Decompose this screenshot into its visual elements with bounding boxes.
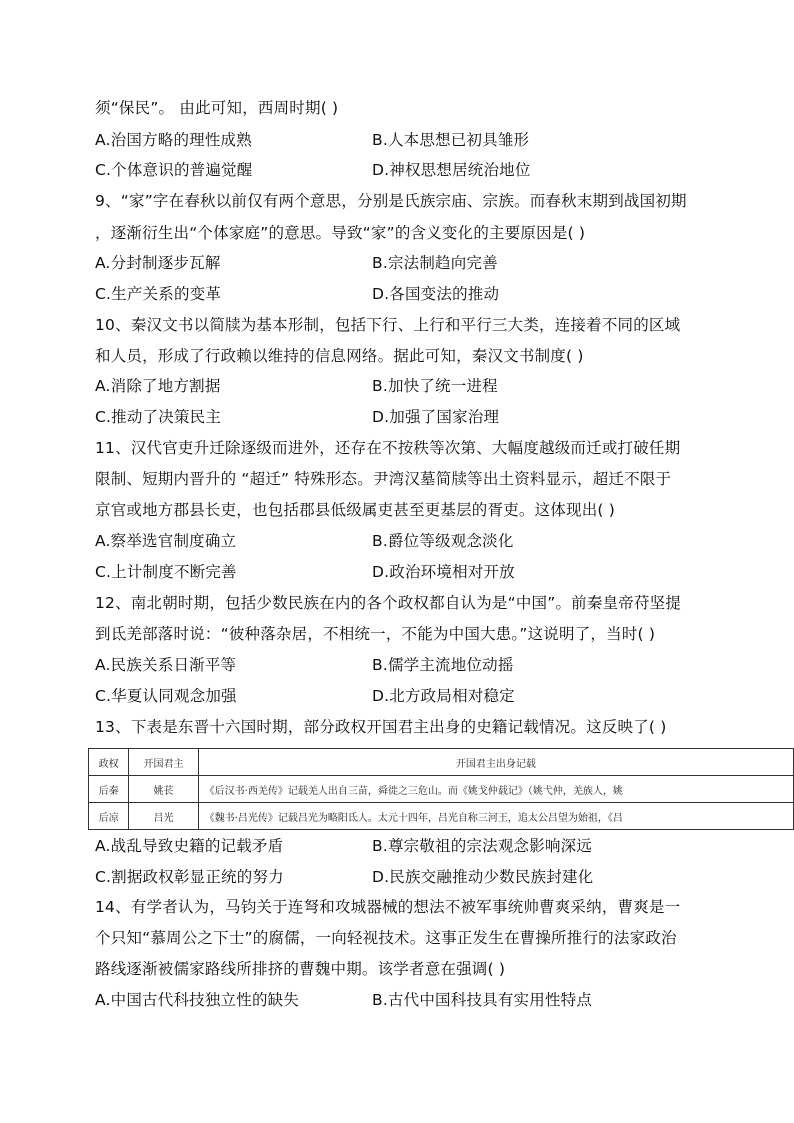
table-header-cell: 政权	[89, 749, 129, 776]
q10-option-a: A.消除了地方割据	[95, 377, 221, 395]
q13-option-c: C.割据政权彰显正统的努力	[95, 868, 284, 886]
history-table	[88, 748, 794, 830]
question-10-line-2: 和人员，形成了行政赖以维持的信息网络。据此可知，秦汉文书制度( )	[95, 347, 584, 365]
question-14-line-3: 路线逐渐被儒家路线所排挤的曹魏中期。该学者意在强调( )	[95, 960, 506, 978]
q14-option-a: A.中国古代科技独立性的缺失	[95, 991, 300, 1009]
q8-option-b: B.人本思想已初具雏形	[372, 131, 530, 149]
q9-option-a: A.分封制逐步瓦解	[95, 254, 221, 272]
q11-option-c: C.上计制度不断完善	[95, 563, 237, 581]
q13-option-a: A.战乱导致史籍的记载矛盾	[95, 837, 284, 855]
table-cell: 《后汉书·西羌传》记载羌人出自三苗，舜徙之三危山。而《姚戈仲载记》（姚弋仲，羌族人，姚	[198, 776, 793, 803]
question-11-line-2: 限制、短期内晋升的 “超迁” 特殊形态。尹湾汉墓简牍等出土资料显示，超迁不限于	[95, 470, 672, 488]
q13-option-b: B.尊宗敬祖的宗法观念影响深远	[372, 837, 593, 855]
q9-option-b: B.宗法制趋向完善	[372, 254, 498, 272]
q11-option-b: B.爵位等级观念淡化	[372, 532, 514, 550]
table-cell: 姚苌	[129, 776, 198, 803]
q10-option-c: C.推动了决策民主	[95, 408, 222, 426]
question-8-continuation: 须“保民”。 由此可知，西周时期( )	[95, 99, 339, 117]
question-9-line-1: 9、“家”字在春秋以前仅有两个意思，分别是氏族宗庙、宗族。而春秋末期到战国初期	[95, 192, 687, 210]
q8-option-d: D.神权思想居统治地位	[372, 161, 531, 179]
q11-option-a: A.察举选官制度确立	[95, 532, 237, 550]
q8-option-c: C.个体意识的普遍觉醒	[95, 161, 253, 179]
table-header-cell: 开国君主出身记载	[198, 749, 793, 776]
table-cell: 吕光	[129, 803, 198, 830]
q11-option-d: D.政治环境相对开放	[372, 563, 515, 581]
q14-option-b: B.古代中国科技具有实用性特点	[372, 991, 593, 1009]
q10-option-d: D.加强了国家治理	[372, 408, 500, 426]
question-11-line-1: 11、汉代官吏升迁除逐级而进外，还存在不按秩等次第、大幅度越级而迁或打破任期	[95, 439, 681, 457]
table-header-row	[89, 749, 794, 776]
q9-option-c: C.生产关系的变革	[95, 285, 222, 303]
question-12-line-2: 到氐羌部落时说：“彼种落杂居，不相统一，不能为中国大患。”这说明了，当时( )	[95, 625, 656, 643]
table-cell: 《魏书·吕光传》记载吕光为略阳氐人。太元十四年，吕光自称三河王，追太公吕望为始祖，《吕	[198, 803, 793, 830]
table-row	[89, 803, 794, 830]
q12-option-d: D.北方政局相对稳定	[372, 687, 515, 705]
table-cell: 后秦	[89, 776, 129, 803]
table-cell: 后凉	[89, 803, 129, 830]
question-9-line-2: ，逐渐衍生出“个体家庭”的意思。导致“家”的含义变化的主要原因是( )	[95, 224, 586, 242]
question-14-line-1: 14、有学者认为，马钧关于连弩和攻城器械的想法不被军事统帅曹爽采纳，曹爽是一	[95, 898, 681, 916]
question-10-line-1: 10、秦汉文书以简牍为基本形制，包括下行、上行和平行三大类，连接着不同的区域	[95, 316, 681, 334]
question-13-line-1: 13、下表是东晋十六国时期，部分政权开国君主出身的史籍记载情况。这反映了( )	[95, 718, 667, 736]
question-11-line-3: 京官或地方郡县长吏，也包括郡县低级属吏甚至更基层的胥吏。这体现出( )	[95, 501, 616, 519]
q10-option-b: B.加快了统一进程	[372, 377, 498, 395]
history-table-container	[88, 748, 794, 832]
q12-option-a: A.民族关系日渐平等	[95, 656, 237, 674]
question-14-line-2: 个只知“慕周公之下士”的腐儒，一向轻视技术。这事正发生在曹操所推行的法家政治	[95, 929, 677, 947]
q12-option-b: B.儒学主流地位动摇	[372, 656, 514, 674]
q9-option-d: D.各国变法的推动	[372, 285, 500, 303]
table-header-cell: 开国君主	[129, 749, 198, 776]
q12-option-c: C.华夏认同观念加强	[95, 687, 237, 705]
table-row	[89, 776, 794, 803]
q8-option-a: A.治国方略的理性成熟	[95, 131, 252, 149]
q13-option-d: D.民族交融推动少数民族封建化	[372, 868, 594, 886]
question-12-line-1: 12、南北朝时期，包括少数民族在内的各个政权都自认为是“中国”。前秦皇帝苻坚提	[95, 594, 682, 612]
